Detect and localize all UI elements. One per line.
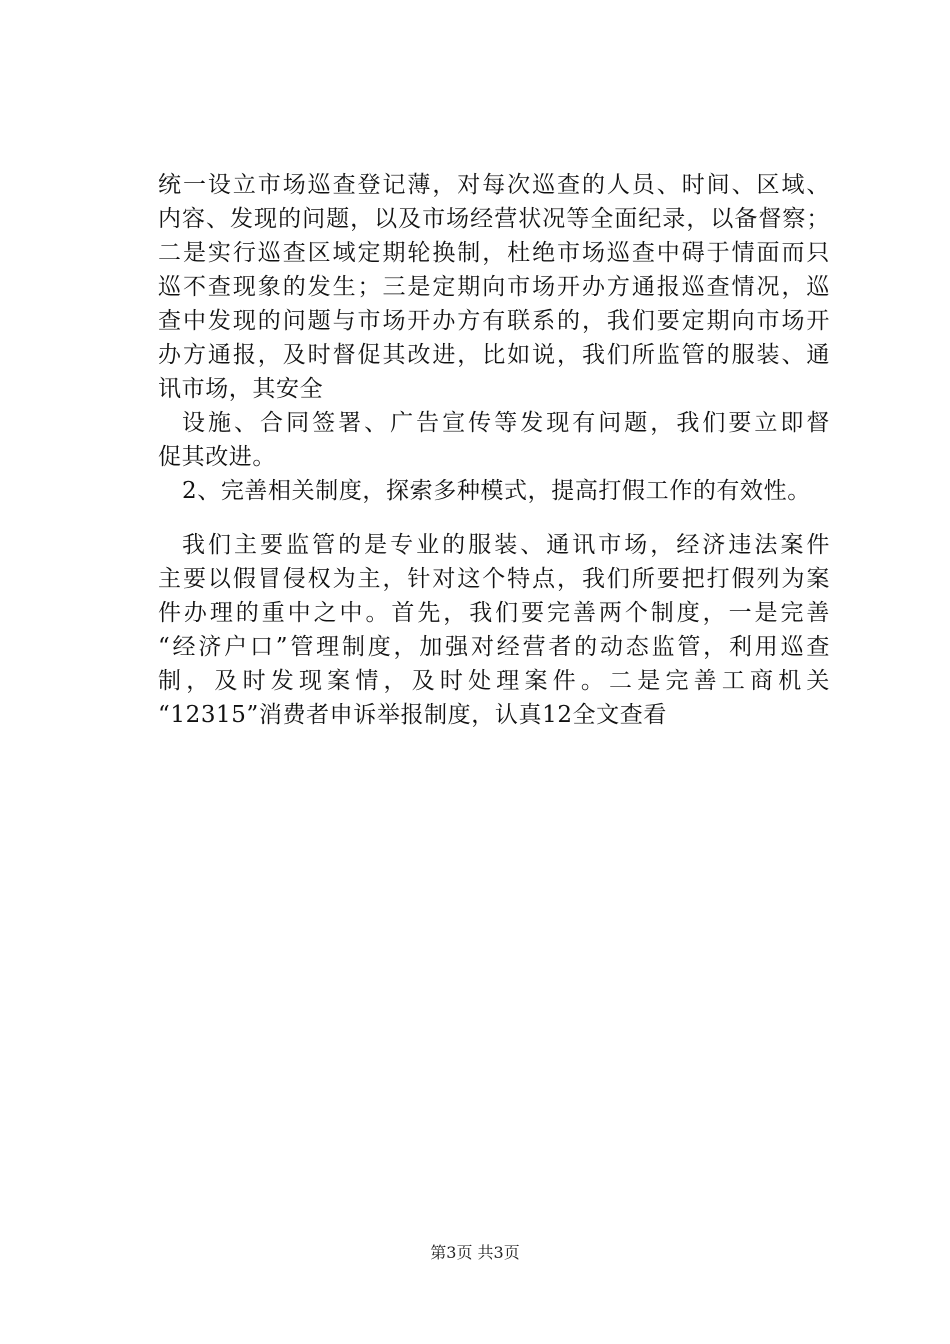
paragraph-line: 促其改进。 bbox=[158, 444, 276, 470]
paragraph-line: 件办理的重中之中。首先，我们要完善两个制度，一是完善 bbox=[158, 600, 830, 626]
paragraph-line: 内容、发现的问题，以及市场经营状况等全面纪录，以备督察； bbox=[158, 206, 830, 232]
paragraph-line: 办方通报，及时督促其改进，比如说，我们所监管的服装、通 bbox=[158, 342, 830, 368]
paragraph-line: 设施、合同签署、广告宣传等发现有问题，我们要立即督 bbox=[182, 410, 830, 436]
paragraph-line: 讯市场，其安全 bbox=[158, 376, 324, 402]
paragraph-line: 制，及时发现案情，及时处理案件。二是完善工商机关 bbox=[158, 668, 830, 694]
paragraph-line: “12315”消费者申诉举报制度，认真12全文查看 bbox=[158, 702, 667, 728]
paragraph-line: 主要以假冒侵权为主，针对这个特点，我们所要把打假列为案 bbox=[158, 566, 830, 592]
paragraph-line: 我们主要监管的是专业的服装、通讯市场，经济违法案件 bbox=[182, 532, 830, 558]
paragraph-line: 巡不查现象的发生；三是定期向市场开办方通报巡查情况，巡 bbox=[158, 274, 830, 300]
page-footer: 第3页 共3页 bbox=[430, 1243, 520, 1262]
paragraph-line: 统一设立市场巡查登记薄，对每次巡查的人员、时间、区域、 bbox=[158, 172, 830, 198]
paragraph-line: “经济户口”管理制度，加强对经营者的动态监管，利用巡查 bbox=[158, 634, 830, 660]
paragraph-line: 查中发现的问题与市场开办方有联系的，我们要定期向市场开 bbox=[158, 308, 830, 334]
section-heading: 2、完善相关制度，探索多种模式，提高打假工作的有效性。 bbox=[182, 478, 811, 504]
paragraph-line: 二是实行巡查区域定期轮换制，杜绝市场巡查中碍于情面而只 bbox=[158, 240, 830, 266]
